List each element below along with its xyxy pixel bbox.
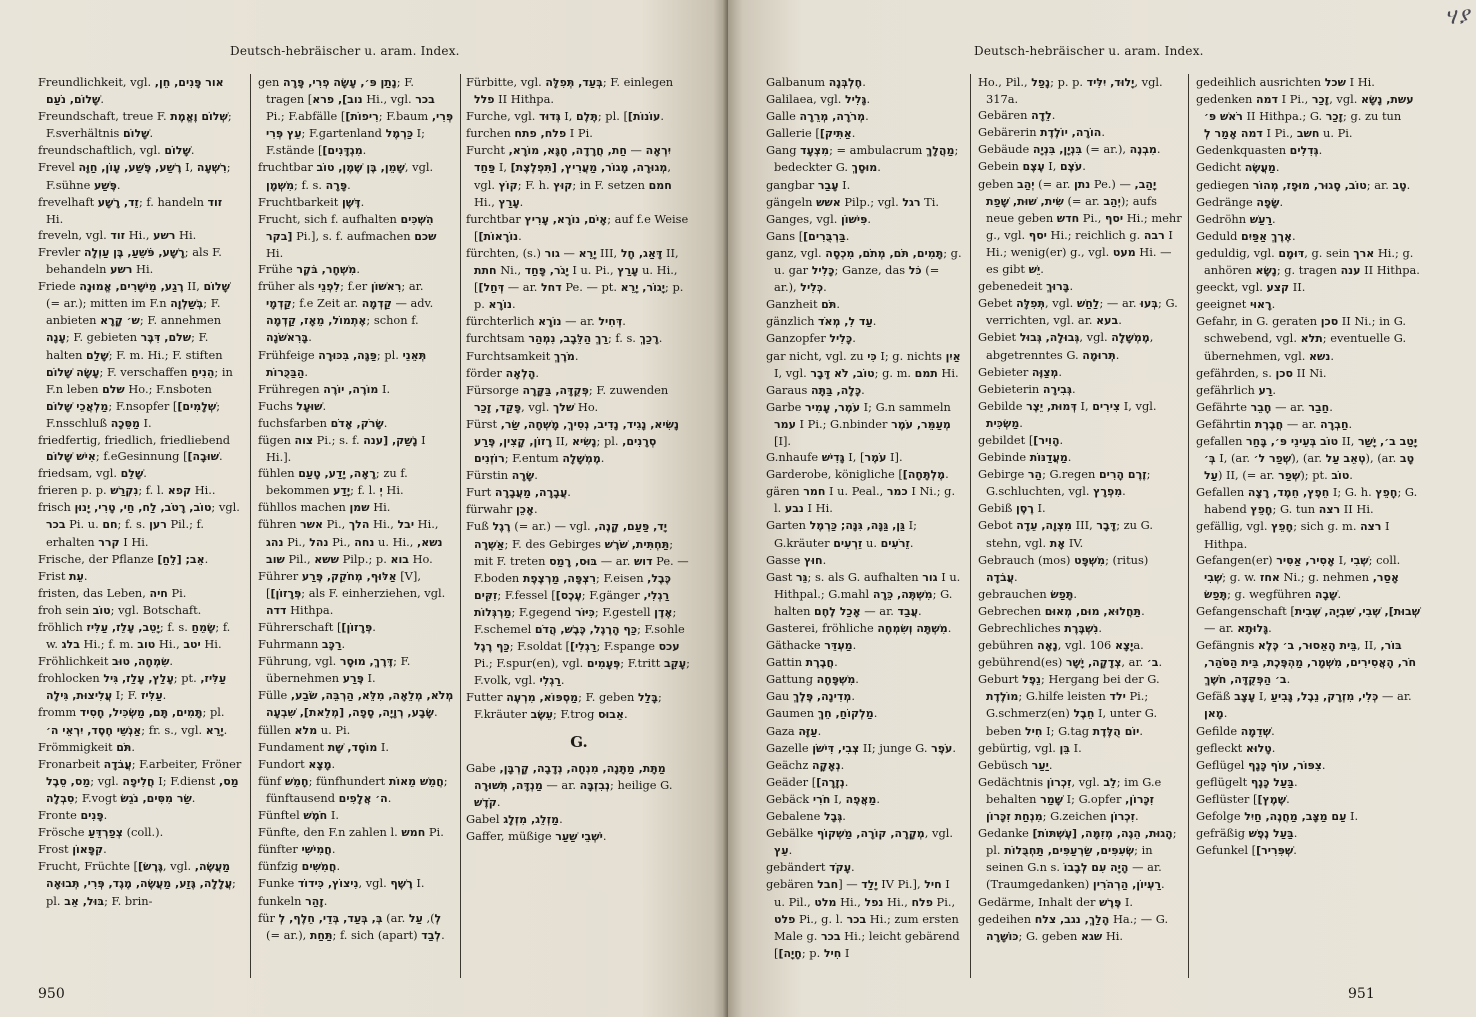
dictionary-entry: Gang מִצְעָד; = ambulacrum מַהֲלָךְ; bedeckter G. מוּסָךְ. bbox=[766, 143, 959, 175]
dictionary-entry: fruchtbar שָׁמֵן, בֶּן שֶׁמֶן, טוֹב, vgl. מִשְׁמָן; f. s. פָּרָה. bbox=[258, 160, 434, 192]
dictionary-entry: fünf חָמֵשׁ; fünfhundert חֲמֵשׁ מֵאוֹת; fünftausend ה׳ אֲלָפִים. bbox=[258, 773, 448, 805]
dictionary-entry: fürchterlich נוֹרָא — ar. דְּחִיל. bbox=[466, 314, 626, 329]
dictionary-entry: Gebrechliches נִשְׁבֶּרֶת. bbox=[978, 621, 1103, 635]
dictionary-entry: fünfzig חֲמִשִּׁים. bbox=[258, 859, 341, 874]
dictionary-entry: führen אשר Pi., הלך Hi., יבל Hi., נהג Pi., נהל Pi., נחה u. Hi., נשא, שוב Pil., ששא Pilp.; p. בוא Ho. bbox=[258, 517, 443, 566]
dictionary-entry: Futter מַסְפּוֹא, מִרְעֶה; F. geben בָּלַל; F.kräuter עֵשֶׂב; F.trog אֵבוּס. bbox=[466, 690, 662, 722]
dictionary-entry: frieren p. p. נִקְרַשׁ; f. l. קפא Hi.. bbox=[38, 483, 216, 498]
dictionary-entry: funkeln זָהַר. bbox=[258, 893, 328, 908]
dictionary-entry: furchen פלח, פתח I Pi. bbox=[466, 126, 593, 141]
section-letter-g: G. bbox=[570, 732, 588, 751]
dictionary-entry: förder הָלְאָה. bbox=[466, 365, 540, 380]
dictionary-entry: Führerschaft [פְּרָזוֹן]. bbox=[258, 620, 376, 634]
dictionary-entry: Fronarbeit עֲבֹדָה; F.arbeiter, Fröner מַס, סֵבֶל; vgl. חֲלִיפָה I; F.dienst מַס, סִבְלָה; F.vogt שַׂר מִסִּים, נֹגֵשׂ. bbox=[38, 756, 242, 805]
dictionary-entry: fühlen רָאָה, יָדַע, טָעַם; zu f. bekommen יָדַע; f. l. יְ Hi. bbox=[258, 466, 408, 498]
dictionary-entry: Galle מְרֹרָה, מְרֵרָה. bbox=[766, 109, 869, 124]
dictionary-entry: Gabel מַזְלֵג, מִזְלָג. bbox=[466, 811, 563, 826]
dictionary-entry: Fuß רֶגֶל (= ar.) — vgl. יָד, פַּעַם, קָנֶה, אַשְׁרָה; F. des Gebirges תַּחְתִּית, שֹׁרֶשׁ; mit F. treten בּוּס, רָמַס — ar. דוש Pe. — F.boden רִצְפָּה, מַרְצֶפֶת; F.eisen כֶּבֶל, זִקִּים; F.fessel [עֶכֶס]; F.gänger רַגְלִי, מַרְגְּלוֹת; F.gegend כִּיּוֹר; F.gestell אֶדֶן; F.schemel כַּף הָרֶגֶל, כֶּבֶשׁ, הֲדֹם; F.sohle כַּף רֶגֶל; F.soldat [רַגְלִי]; F.spange עכס Pi.; F.spur(en), vgl. פְּעָמִים; F.tritt עָקֵב; F.volk, vgl. רַגְלִי. bbox=[466, 519, 690, 688]
dictionary-entry: Gattin חֲבֶרֶת. bbox=[766, 655, 838, 670]
dictionary-entry: Gau מְדִינָה, פֶּלֶךְ. bbox=[766, 689, 855, 704]
dictionary-entry: Fronte פָּנִים. bbox=[38, 808, 108, 823]
dictionary-entry: gedeihen הָלַךְ, נגב, צלח Ha.; — G. כּוֹשָׁרָה; G. geben שגא Hi. bbox=[978, 911, 1169, 943]
dictionary-entry: Gebein עֶצֶם I, עֹצֶם. bbox=[978, 159, 1086, 174]
dictionary-entry: Gebrauch (mos) מִשְׁפָּט; (ritus) עֲבֹדָה. bbox=[978, 552, 1149, 584]
dictionary-entry: Geburt נֵפֶל; Hergang bei der G. מוֹלֶדֶת; G.hilfe leisten ילד Pi.; G.schmerz(en) חֵבֶל I, unter G. beben חִיל I; G.tag יוֹם הֻלֶּדֶת. bbox=[978, 672, 1160, 738]
dictionary-entry: gebenedeit בָּרוּךְ. bbox=[978, 279, 1074, 294]
dictionary-entry: Geäder [נְזָרָה]. bbox=[766, 774, 849, 789]
dictionary-entry: Friede רֶגַע, מֵישָׁרִים, אֱמוּנָה II, שָׁלוֹם (= ar.); mitten im F.n בְּשַׁלְוָה; F. anbieten ש׳ קָרָא; F. annehmen עָנָה; F. gebieten שלם, דִּבֶּר; F. halten שָׁלַם; F. m. Hi.; F. stiften עָשָׂה שָׁלוֹם; F. verschaffen הֵנִיחַ; in F.n leben שלם Ho.; F.nsboten מַלְאֲכֵי שָׁלוֹם; F.nsopfer [שְׁלָמִים]; F.nsschluß מַסֵּכָה I. bbox=[38, 279, 233, 430]
dictionary-entry: gefallen טוֹב בְּעֵינֵי פּ׳, בָּחַר II, יָטַב ב׳, יָשַׁר בְּ׳ I, (ar. שְׁפַר ל׳), (ar. טְאֵב עַל), (ar. טָב עַל) II, (= ar. שְׁפַר); pt. טוֹב. bbox=[1196, 433, 1418, 483]
dictionary-entry: gefräßig בַּעַל נֶפֶשׁ. bbox=[1196, 826, 1298, 841]
dictionary-entry: Gasse חוּץ. bbox=[766, 552, 827, 567]
dictionary-entry: Gebärerin הוֹרָה, יוֹלֶדֶת. bbox=[978, 125, 1105, 140]
dictionary-entry: Fundament מוֹסָד, שָׁת I. bbox=[258, 739, 390, 754]
dictionary-entry: Fuchs שׁוּעָל. bbox=[258, 398, 327, 413]
dictionary-entry: Gazelle צְבִי, דִּישֹׁן II; junge G. עֹפֶר. bbox=[766, 740, 956, 755]
dictionary-entry: Gedicht מַעֲשֶׂה. bbox=[1196, 160, 1280, 175]
col3-entries bbox=[466, 74, 692, 724]
right-column-2 bbox=[978, 74, 1182, 984]
dictionary-entry: fristen, das Leben, חיה Pi. bbox=[38, 585, 187, 600]
dictionary-entry: für בְּ, בְּעַד, בְּדֵי, חֵלֶף, לְ (ar. לְ), עַל (= ar.), תַּחַת; f. sich (apart) לְבַד. bbox=[258, 910, 445, 942]
dictionary-entry: Geflüster [שֶׁמֶץ]. bbox=[1196, 791, 1290, 806]
dictionary-entry: gedenken דמה I Pi., זָכַר, vgl. עשת, נָשָׂא רֹאשׁ פּ׳ II Hithpa.; G. זָכַר; g. zu tun דמה אָמַר לְ I Pi., חשב u. Pi. bbox=[1196, 92, 1414, 141]
dictionary-entry: Gefunkel [שְׁפִּרִיר]. bbox=[1196, 843, 1297, 858]
page-number-left: 950 bbox=[38, 986, 65, 1002]
dictionary-entry: ganz, vgl. תָּמִים, תֹּם, מְתֹם, מִכְסָה; g. u. gar כָּלִיל; Ganze, das כֹּל (= ar.), כְּלִיל. bbox=[766, 245, 962, 295]
dictionary-entry: Führung, vgl. דֶּרֶךְ, מוּסָר; F. übernehmen פֶּרַע I. bbox=[258, 654, 411, 686]
dictionary-entry: Gebiß רֶסֶן I. bbox=[978, 501, 1046, 516]
dictionary-entry: Frühregen מוֹרֶה, יוֹרֶה I. bbox=[258, 381, 391, 396]
dictionary-entry: Gebinde מַעֲדַנּוֹת. bbox=[978, 450, 1072, 465]
dictionary-entry: Frevel רֶשַׁע, פֶּשַׁע, עָוֹן, חַוָּה I, רִשְׁעָה; F.sühne פֶּשַׁע. bbox=[38, 160, 231, 192]
dictionary-entry: Gefangenschaft [שְׁבוּת], שְׁבִי, שִׁבְיָה, שְׁבִית — ar. גָּלוּתָא. bbox=[1196, 603, 1421, 635]
dictionary-entry: Furcht יִרְאָה — חַת, חֲרָדָה, חָגָּא, מוֹרָא, פַּחַד I, מְגוּרָה, מָגוֹר, מַעֲרִיץ, [תִּפְלֶצֶת], vgl. קוֹץ; F. h. קוּץ; in F. setzen חמם Hi., עָרַץ. bbox=[466, 143, 672, 209]
dictionary-entry: fürwahr אָכֵן. bbox=[466, 502, 538, 517]
handwritten-mark: ሃያ bbox=[1445, 2, 1474, 31]
dictionary-entry: Gebären לֵדָה. bbox=[978, 108, 1056, 123]
column-rule bbox=[460, 74, 461, 978]
dictionary-entry: fügen צוה Pi.; s. f. נָשַׁק, [ענה I Hi.]. bbox=[258, 432, 426, 465]
column-rule bbox=[1188, 74, 1189, 978]
dictionary-entry: fühllos machen שמן Hi. bbox=[258, 500, 391, 515]
dictionary-entry: gängeln אשש Pilp.; vgl. רגל Ti. bbox=[766, 194, 940, 209]
dictionary-entry: gedeihlich ausrichten שכל I Hi. bbox=[1196, 75, 1375, 89]
dictionary-entry: gebühren נָאָה, vgl. יָצָא 106a. bbox=[978, 638, 1144, 653]
dictionary-entry: gebührend(es) צְדָקָה, יָשָׁר, ar. ב׳. bbox=[978, 655, 1163, 670]
dictionary-entry: gediegen טוֹב, סָגוּר, מוּפָז, מְהוֹר; ar. טָב. bbox=[1196, 177, 1411, 192]
dictionary-entry: Gaffer, müßige יֹשְׁבֵי שַׁעַר. bbox=[466, 829, 607, 844]
dictionary-entry: Gallerie [אַתִּיק]. bbox=[766, 126, 856, 141]
dictionary-entry: Furche, vgl. גְּדוּד I, תֶּלֶם; pl. [עוֹנוֹת]. bbox=[466, 109, 664, 124]
dictionary-entry: Garderobe, königliche [מֶלְתָּחָה]. bbox=[766, 467, 949, 482]
dictionary-entry: Frost קִפָּאוֹן. bbox=[38, 842, 107, 857]
dictionary-entry: Gefängnis בֵּית הָאֵסוּר, ב׳ כֶּלֶא, II, בּוֹר, חֹר, הָאֲסִירִים, מִשְׁמָר, מַהְפֶּכֶת, בֵּית הַסֹּהַר, ב׳ הַפְּקֻדָּה, חֹשֶׁךְ. bbox=[1196, 638, 1417, 687]
left-column-3 bbox=[466, 74, 692, 984]
dictionary-entry: Gedröhn רַעַשׁ. bbox=[1196, 211, 1276, 226]
dictionary-entry: Ganzopfer כָּלִיל. bbox=[766, 331, 856, 346]
dictionary-entry: Fülle מְלֹא, מְלֵאָה, מִלֵּא, הַרְבֵּה, שֹׂבַע, שָׂבָע, רְוָיָה, סָפָה, [מְלֵאת], שִׁבְעָה. bbox=[258, 688, 454, 720]
page-number-right: 951 bbox=[1348, 986, 1375, 1002]
dictionary-entry: freveln, vgl. זוד Hi., רשע Hi. bbox=[38, 227, 197, 242]
dictionary-entry: Gefäß עָצָב I, כְּלִי, מִזְרָק, נֵבֶל, גָּבִיעַ — ar. מָאן. bbox=[1196, 689, 1412, 721]
left-column-1 bbox=[38, 74, 242, 984]
dictionary-entry: Gedanke הָגוּת, הֵגֶה, מְזִמָּה, [עֶשְׁתּוֹת]; pl. שְׂעִפִּים, שַׂרְעַפִּים, תַּחְבֻּלוֹת; in seinen G.n s. הָיָה עִם לְבָבוֹ — ar. (Traumgedanken) רַעְיוֹן, הַרְהֹרִין. bbox=[978, 826, 1177, 892]
dictionary-entry: Gefolge עַם מַצָּב, מַחֲנֶה, חַיִל I. bbox=[1196, 809, 1359, 824]
dictionary-entry: gebildet [הָוִיר]. bbox=[978, 432, 1064, 447]
dictionary-entry: Frevler רָשָׁע, פֹּשֵׁעַ, בֶּן עַוְלָה; als F. behandeln רשע Hi. bbox=[38, 244, 222, 277]
right-page bbox=[728, 0, 1476, 1017]
dictionary-entry: Gedächtnis זִכְרוֹן, vgl. לֵב; im G.e behalten שָׁמַר I; G.opfer זִכָּרוֹן, מִנְחַת זִכָּרוֹן; G.zeichen זִכְרוֹן. bbox=[978, 774, 1162, 824]
dictionary-entry: gänzlich עַד לִ, מְאֹד. bbox=[766, 314, 877, 329]
dictionary-entry: gar nicht, vgl. zu כִּי I; g. nichts אַיִן I, vgl. טוֹב, לֹא דָּבָר; g. m. תמם Hi. bbox=[766, 348, 961, 380]
col3-tail-entries bbox=[466, 760, 692, 845]
dictionary-entry: Gebüsch יַעַר. bbox=[978, 757, 1053, 772]
dictionary-entry: Gebot מִצְוָה, עֵדָה III, דָּבָר; zu G. stehn, vgl. אָת IV. bbox=[978, 518, 1153, 550]
column-rule bbox=[970, 74, 971, 978]
dictionary-entry: geduldig, vgl. דּוּמָם, g. sein ארך Hi.; g. anhören נָשָׂא; g. tragen ענה II Hithpa. bbox=[1196, 245, 1420, 278]
dictionary-entry: Gedärme, Inhalt der פֶּרֶשׁ I. bbox=[978, 894, 1134, 909]
dictionary-entry: Frömmigkeit תֹּם. bbox=[38, 739, 136, 754]
dictionary-entry: Gäthacke מַעְדֵּר. bbox=[766, 638, 857, 653]
running-head: Deutsch-hebräischer u. aram. Index. bbox=[974, 44, 1204, 58]
dictionary-entry: gefleckt טָלוּא. bbox=[1196, 740, 1276, 755]
dictionary-entry: Fürst נָשִׂיא, נָגִיד, נָדִיב, נְסִיךְ, מָשְׁחָה, שַׂר, רָזוֹן, קָצִין, פֶּרַע II, נָשִׂיא; pl. סְרָנִים, רוֹזְנִים; F.entum מֶמְשָׁלָה. bbox=[466, 416, 679, 466]
dictionary-entry: furchtsam רַךְ הַלֵּבָב, נִמְהַר; f. s. רָכַךְ. bbox=[466, 331, 663, 346]
dictionary-entry: Fruchtbarkeit דֶּשֶׁן. bbox=[258, 194, 365, 209]
dictionary-entry: furchtbar אָיֹם, נוֹרָא, עָרִיץ; auf f.e Weise [נוֹרָאוֹת]. bbox=[466, 211, 689, 243]
dictionary-entry: frevelhaft זֵד, רָשָׁע; f. handeln זוד Hi. bbox=[38, 194, 223, 226]
dictionary-entry: Gebilde דְּמוּת, יֵצֶר I, צִירִים I, vgl. מַשְׂכִּית. bbox=[978, 398, 1157, 430]
dictionary-entry: Gasterei, fröhliche מִשְׁתָּה וְשִׂמְחָה. bbox=[766, 621, 952, 635]
dictionary-entry: Frösche צְפַרְדֵּעַ (coll.). bbox=[38, 825, 164, 840]
dictionary-entry: Gebieterin גְּבִירָה. bbox=[978, 381, 1076, 396]
dictionary-entry: fromm תָּמִים, תָּם, מַשְׂכִּיל, חָסִיד; pl. אַנְשֵׁי חֶסֶד, יִרְאֵי ה׳; fr. s., vgl. יָרֵא. bbox=[38, 705, 228, 737]
dictionary-entry: Gebirge הַר; G.regen זֶרֶם הָרִים; G.schluchten, vgl. מִפְרָץ. bbox=[978, 467, 1151, 499]
dictionary-entry: G.nhaufe גָּדִישׁ I, [עֹמֶר I]. bbox=[766, 450, 903, 465]
dictionary-entry: Gefangen(er) אָסִיר, אַסִּיר I, שְׁבִי; coll. שְׁבִי; g. w. אחז Ni.; g. nehmen אָסַר, תָּפַשׂ; g. wegführen שָׁבָה. bbox=[1196, 552, 1401, 601]
dictionary-entry: Gefährte חָבֵר — ar. חַבַר. bbox=[1196, 399, 1333, 414]
dictionary-entry: früher als לִפְנֵי; f.er רִאשׁוֹן; ar. קַדְמָי; f.e Zeit ar. קַדְמָה — adv. אֶתְמוֹל, מֵאָז, קַדְמָה; schon f. בָּרִאשֹׁנָה. bbox=[258, 279, 434, 345]
dictionary-entry: Furt עֲבָרָה, מַעֲבָרָה. bbox=[466, 485, 571, 500]
dictionary-entry: Geächz נְאָקָה. bbox=[766, 757, 845, 772]
dictionary-entry: Gebäude בִּנְיָן, בִּנְיָה (= ar.), מִבְנֶה. bbox=[978, 142, 1161, 157]
dictionary-entry: Freundschaft, treue F. שְׁלוֹם וֶאֱמֶת; F.sverhältnis שָׁלוֹם. bbox=[38, 109, 232, 141]
dictionary-entry: Gaumen מַלְקוֹחַ, חֵךְ. bbox=[766, 706, 878, 721]
dictionary-entry: Gebet תְּפִלָּה, vgl. לַחַשׁ; — ar. בְּעוּ; G. verrichten, vgl. ar. בעא. bbox=[978, 296, 1178, 328]
dictionary-entry: Gefilde שְׁדֵמָה. bbox=[1196, 723, 1275, 738]
left-page bbox=[0, 0, 728, 1017]
right-column-1 bbox=[766, 74, 962, 984]
dictionary-entry: Ho., Pil., נָפַל; p. p. יָלוּד, יִלִּיד, vgl. 317a. bbox=[978, 75, 1163, 107]
dictionary-entry: geflügelt בַּעַל כָּנָף. bbox=[1196, 774, 1298, 789]
dictionary-entry: gefährden, s. סכן II Ni. bbox=[1196, 365, 1327, 380]
dictionary-entry: Fuhrmann רַכָּב. bbox=[258, 637, 346, 652]
dictionary-entry: Gedränge שָׂפָה. bbox=[1196, 194, 1284, 209]
dictionary-entry: Gabe מַתָּת, מַתָּנָה, מִנְחָה, נְדָבָה, קָרְבָּן, מַנְדָּה, תְּשׁוּרָה — ar. נְבִזְבָּה; heilige G. קֹדֶשׁ. bbox=[466, 760, 673, 809]
dictionary-entry: Frist עֵת. bbox=[38, 568, 88, 583]
dictionary-entry: Führer אַלּוּף, מְחֹקֵק, פֶּרַע [V], [פְּרָזוֹן]; als F. einherziehen, vgl. דדה Hithpa. bbox=[258, 568, 446, 617]
right-column-3 bbox=[1196, 74, 1422, 984]
running-head: Deutsch-hebräischer u. aram. Index. bbox=[230, 44, 460, 58]
column-rule bbox=[250, 74, 251, 978]
dictionary-entry: gebrauchen תָּפַשׂ. bbox=[978, 586, 1078, 601]
dictionary-entry: freundschaftlich, vgl. שָׁלוֹם. bbox=[38, 143, 195, 158]
dictionary-entry: gen נָתַן פּ׳, עָשָׂה פְרִי, פָּרָה; F. tragen [נוב], פרא Hi., vgl. בכר Pi.; F.abfälle [רִיפוֹת]; F.baum פְּרִי, עֵץ פְּרִי; F.gartenland כַּרְמֶל I; F.stände [מִגְדָּנִים]. bbox=[258, 75, 454, 158]
dictionary-entry: Ganzheit תֹּם. bbox=[766, 297, 840, 312]
dictionary-entry: Funke נִיצוֹץ, כִּידוֹד, vgl. רֶשֶׁף I. bbox=[258, 876, 425, 891]
dictionary-entry: Freundlichkeit, vgl. אור פָּנִים, חֵן, שָׁלוֹם, נֹעַם. bbox=[38, 75, 224, 107]
dictionary-entry: Gefährtin חֲבֶרֶת — ar. חַבְרָה. bbox=[1196, 416, 1353, 431]
dictionary-entry: Gattung מִשְׁפָּחָה. bbox=[766, 672, 859, 687]
dictionary-entry: Garten גַּן, גַּנָּה, גִּנָּה; כַּרְמֶל I; G.kräuter זֵרְעִים u. זֵרֹעִים. bbox=[766, 518, 917, 550]
dictionary-entry: Frische, der Pflanze אֵב; [לֵחַ]. bbox=[38, 551, 209, 566]
dictionary-entry: Fünftel חֹמֶשׁ I. bbox=[258, 808, 339, 823]
dictionary-entry: Gans [בַּרְבֻּרִים]. bbox=[766, 228, 850, 243]
dictionary-entry: Frucht, Früchte [גֶּרֶשׂ], vgl. מַעֲשֶׂה, עֲלָלָה, גֶּזַע, מַעֲשֶׂה, מֶגֶד, פְּרִי, תְּבוּאָה; pl. בּוּל, אֵב; F. brin- bbox=[38, 859, 236, 908]
dictionary-entry: Fünfte, den F.n zahlen l. חמש Pi. bbox=[258, 825, 444, 840]
dictionary-entry: Fröhlichkeit שִׂמְחָה, טוּב. bbox=[38, 654, 174, 669]
dictionary-entry: fröhlich יָטֵב, עָלֵז, עַלִּיז; f. s. שָׂמֵחַ; f. w. בלג Hi.; f. m. טוב Hi., יטב Hi. bbox=[38, 620, 231, 652]
dictionary-entry: Fundort מָצָא. bbox=[258, 756, 336, 771]
dictionary-entry: geeckt, vgl. קצע II. bbox=[1196, 280, 1306, 295]
dictionary-entry: geeignet רָאוּי. bbox=[1196, 297, 1276, 312]
dictionary-entry: fünfter חֲמִישִׁי. bbox=[258, 842, 336, 857]
dictionary-entry: Furchtsamkeit מֹרֶךְ. bbox=[466, 348, 579, 363]
dictionary-entry: Garaus כָּלָה, בַּתָּה. bbox=[766, 382, 865, 397]
dictionary-entry: Gefahr, in G. geraten סכן II Ni.; in G. schwebend, vgl. תלא; eventuelle G. übernehmen, vgl. נשא. bbox=[1196, 314, 1407, 363]
dictionary-entry: Garbe עֹמֶר, עָמִיר I; G.n sammeln עמר I Pi.; G.nbinder מְעַמֵּר, עֹמֶר [I]. bbox=[766, 399, 951, 448]
dictionary-entry: Frühfeige פַּגָּה, בִּכּוּרָה; pl. תְּאֵנֵי הַבַּכֻּרוֹת. bbox=[258, 347, 427, 379]
dictionary-entry: Gebieter מְצַוֶּה. bbox=[978, 364, 1063, 379]
dictionary-entry: frisch טוֹב, רָטֹב, לַח, חַי, טָרִי, יָנוּן; vgl. בכר Pi. u. חם; f. s. רען Pil.; f. erhalten קרר I Hi. bbox=[38, 500, 240, 549]
dictionary-entry: fuchsfarben שָׂרֹק, אָדֹם. bbox=[258, 415, 388, 430]
dictionary-entry: gären חמר I u. Peal., כמר I Ni.; g. l. נבע I Hi. bbox=[766, 484, 956, 516]
left-column-2 bbox=[258, 74, 454, 984]
dictionary-entry: Geduld אֶרֶךְ אַפַּיִם. bbox=[1196, 228, 1296, 243]
dictionary-entry: Frucht, sich f. aufhalten הִשְׁכִּים [בקר Pi.], s. f. aufmachen שכם Hi. bbox=[258, 211, 437, 260]
dictionary-entry: Gebälke מְקָרָה, קוֹרָה, מַשְׁקוֹף, vgl. עֵץ. bbox=[766, 826, 953, 858]
dictionary-entry: gefährlich רַע. bbox=[1196, 382, 1277, 397]
dictionary-entry: Frühe מִשְׁחָר, בֹּקֶר. bbox=[258, 262, 360, 277]
dictionary-entry: Gebiet גְּבוּלָה, גְּבוּל, vgl. מֶמְשָׁלָה, abgetrenntes G. תְּרוּמָה. bbox=[978, 330, 1154, 362]
dictionary-entry: Fürbitte, vgl. בְּעַד, תְּפִלָּה; F. einlegen פלל II Hithpa. bbox=[466, 75, 674, 107]
dictionary-entry: Gedenkquasten גְּדִלִים. bbox=[1196, 143, 1323, 158]
dictionary-entry: füllen מלא u. Pi. bbox=[258, 722, 351, 737]
dictionary-entry: froh sein טוֹב; vgl. Botschaft. bbox=[38, 602, 202, 617]
dictionary-entry: Galbanum חֶלְבְּנָה. bbox=[766, 75, 866, 89]
dictionary-entry: Gefallen חֵפֶץ, חֵמֶד, רָצָה I; G. h. חָפֵץ; G. habend חָפֵץ; G. tun רצה II Hi. bbox=[1196, 485, 1418, 517]
dictionary-entry: Fürstin שָׂרָה. bbox=[466, 468, 538, 483]
dictionary-entry: Gebalene גְּבָל. bbox=[766, 809, 846, 824]
dictionary-entry: Gebäck חֹרִי I, מַאֲפֶה. bbox=[766, 791, 881, 806]
dictionary-entry: Gaza עַזָּה. bbox=[766, 723, 822, 738]
dictionary-entry: gebürtig, vgl. בֵּן I. bbox=[978, 740, 1082, 755]
dictionary-entry: geben יְהַב (= ar. נתן Pe.) — יָהַב, שִׂית, שׁוּת, שָׁפַת (= ar. יְהַב); aufs neue geben חדש Pi., יסף Hi.; mehr g., vgl. יסף Hi.; reichlich g. רבה I Hi.; wenig(er) g., vgl. מעט Hi. — es gibt יֵשׁ. bbox=[978, 176, 1182, 277]
dictionary-entry: gefällig, vgl. חָפֵץ; sich g. m. רצה I Hithpa. bbox=[1196, 519, 1390, 551]
dictionary-entry: frohlocken עָלַץ, עָלַז, גִּיל; pt. עַלִּיז, עֲלִיצוּת, גִּילָה I; F. עַלִּיז. bbox=[38, 671, 227, 703]
dictionary-entry: friedfertig, friedlich, friedliebend אִישׁ שָׁלוֹם; f.eGesinnung [שׁוּבָה]. bbox=[38, 432, 231, 464]
dictionary-entry: friedsam, vgl. שָׁלֵם. bbox=[38, 466, 147, 481]
dictionary-entry: Geflügel צִפּוֹר, עוֹף כָּנָף. bbox=[1196, 757, 1326, 772]
dictionary-entry: Ganges, vgl. פִּישׁוֹן. bbox=[766, 211, 871, 226]
dictionary-entry: Gebrechen תַּחֲלוּא, מוּם, מְאוּם. bbox=[978, 603, 1145, 618]
dictionary-entry: gebändert עָקֹד. bbox=[766, 860, 855, 875]
dictionary-entry: Gast גֵּר; s. als G. aufhalten גור I u. Hithpal.; G.mahl מִשְׁתֶּה, כֵּרָה; G. halten אָכַל לֶחֶם — ar. עֲבַד. bbox=[766, 569, 961, 618]
dictionary-entry: gangbar עָבַר I. bbox=[766, 177, 851, 192]
dictionary-entry: gebären יָלַד — [חבל IV Pi.], חיל I u. Pil., מלט Hi., נפל Hi., פלח Pi., פלט Pi., g. l. בכר Hi.; zum ersten Male g. בכר Hi.; leicht gebärend [חָיָה]; p. חִיל I bbox=[766, 877, 960, 960]
dictionary-entry: fürchten, (s.) יָרֵא — גור III, דָּאַג, חָל II, חתת Ni., יָגֹר, פָּחַד I u. Pi., עָרַץ u. Hi., [דְּחַל] — ar. דחל Pe. — pt. יָגוֹר, יָרֵא; p. p. נוֹרָא. bbox=[466, 245, 684, 312]
dictionary-entry: Fürsorge פְּקֻדָּה, בַּקָּרָה; F. zuwenden פָּקַד, זָכַר, vgl. שׁלך Ho. bbox=[466, 382, 669, 414]
dictionary-entry: Galilaea, vgl. גָּלִיל. bbox=[766, 92, 871, 107]
